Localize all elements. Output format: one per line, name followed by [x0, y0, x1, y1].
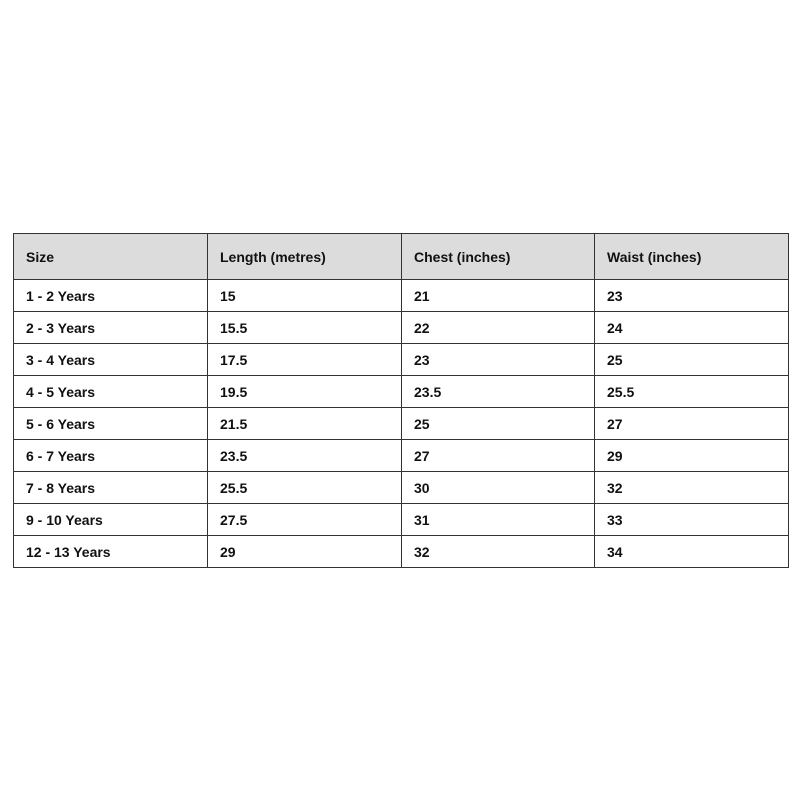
chest-cell: 31 [402, 504, 595, 536]
chest-cell: 23 [402, 344, 595, 376]
length-cell: 19.5 [208, 376, 402, 408]
table-row [14, 280, 789, 312]
size-cell: 7 - 8 Years [14, 472, 208, 504]
length-cell: 29 [208, 536, 402, 568]
length-cell: 27.5 [208, 504, 402, 536]
waist-cell: 25 [595, 344, 789, 376]
table-row [14, 440, 789, 472]
length-cell: 25.5 [208, 472, 402, 504]
size-cell: 2 - 3 Years [14, 312, 208, 344]
table-row [14, 344, 789, 376]
waist-cell: 32 [595, 472, 789, 504]
size-cell: 1 - 2 Years [14, 280, 208, 312]
length-cell: 21.5 [208, 408, 402, 440]
waist-cell: 23 [595, 280, 789, 312]
header-row [14, 234, 789, 280]
chest-cell: 25 [402, 408, 595, 440]
table-row [14, 408, 789, 440]
table-header [14, 234, 789, 280]
header-chest: Chest (inches) [402, 234, 595, 280]
table-row [14, 472, 789, 504]
header-length: Length (metres) [208, 234, 402, 280]
waist-cell: 29 [595, 440, 789, 472]
header-size: Size [14, 234, 208, 280]
chest-cell: 30 [402, 472, 595, 504]
header-waist: Waist (inches) [595, 234, 789, 280]
table-body [14, 280, 789, 568]
waist-cell: 27 [595, 408, 789, 440]
size-cell: 4 - 5 Years [14, 376, 208, 408]
chest-cell: 23.5 [402, 376, 595, 408]
waist-cell: 33 [595, 504, 789, 536]
size-cell: 5 - 6 Years [14, 408, 208, 440]
length-cell: 15 [208, 280, 402, 312]
length-cell: 23.5 [208, 440, 402, 472]
waist-cell: 25.5 [595, 376, 789, 408]
length-cell: 17.5 [208, 344, 402, 376]
waist-cell: 34 [595, 536, 789, 568]
chest-cell: 21 [402, 280, 595, 312]
chest-cell: 27 [402, 440, 595, 472]
table-row [14, 536, 789, 568]
table-row [14, 312, 789, 344]
size-cell: 6 - 7 Years [14, 440, 208, 472]
waist-cell: 24 [595, 312, 789, 344]
length-cell: 15.5 [208, 312, 402, 344]
chest-cell: 32 [402, 536, 595, 568]
size-cell: 12 - 13 Years [14, 536, 208, 568]
size-cell: 3 - 4 Years [14, 344, 208, 376]
table-row [14, 376, 789, 408]
chest-cell: 22 [402, 312, 595, 344]
size-chart-table [13, 233, 789, 568]
table-row [14, 504, 789, 536]
size-cell: 9 - 10 Years [14, 504, 208, 536]
